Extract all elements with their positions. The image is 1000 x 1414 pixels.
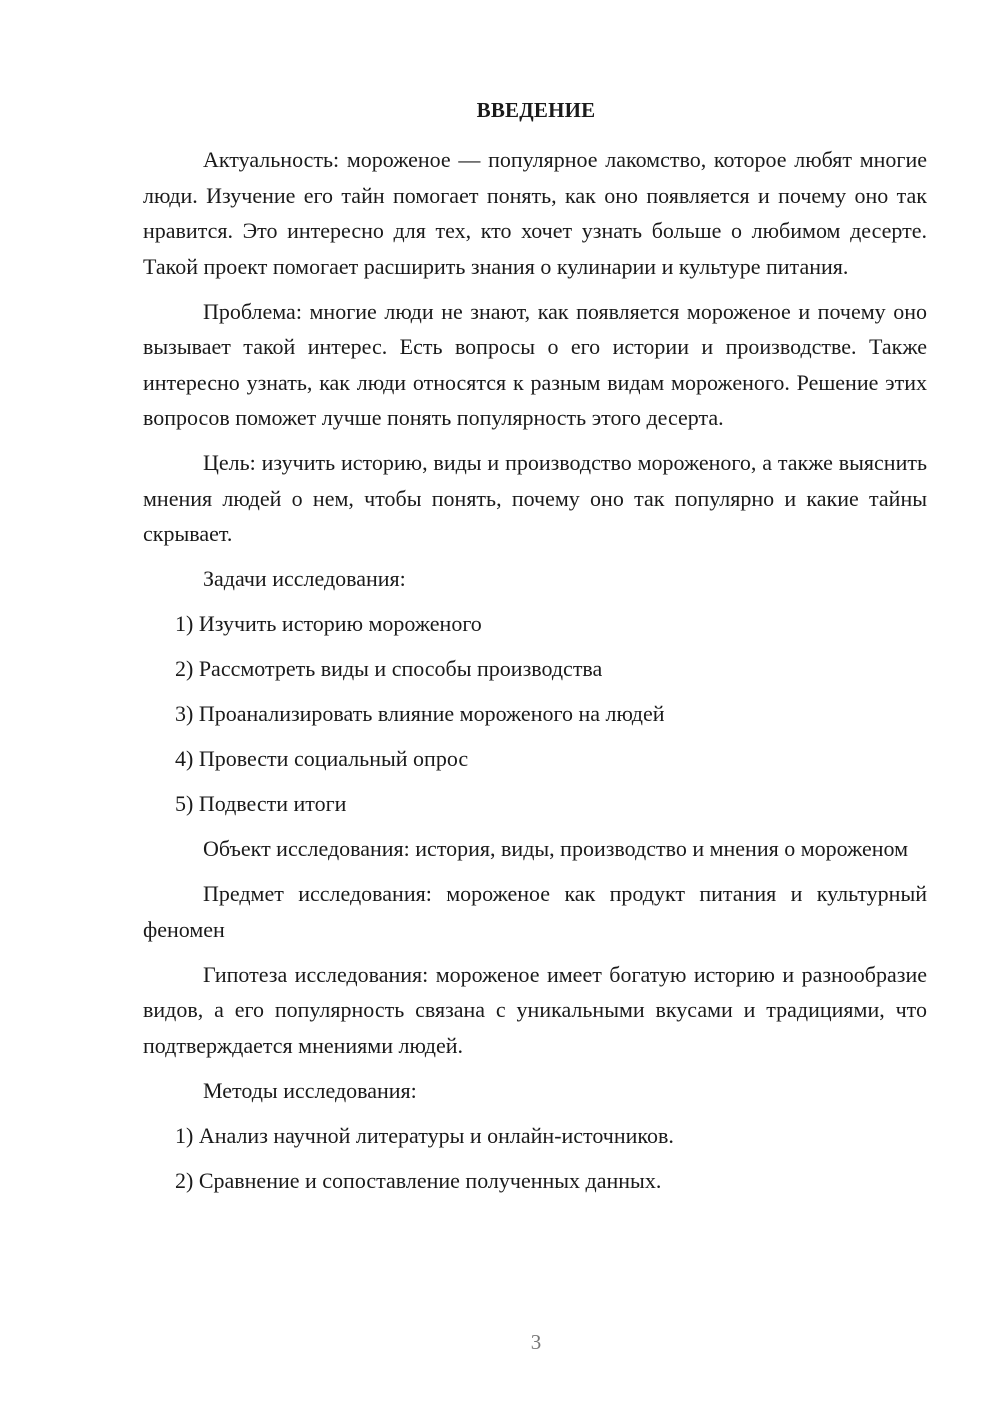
methods-heading: Методы исследования: bbox=[203, 1077, 417, 1103]
paragraph-goal: Цель: изучить историю, виды и производство мороженого, а также выяснить мнения людей о нем, чтобы понять, почему оно так популярно и какие тайны скрывает. bbox=[143, 450, 927, 546]
task-item: 5) Подвести итоги bbox=[175, 791, 347, 816]
paragraph-relevance: Актуальность: мороженое — популярное лакомство, которое любят многие люди. Изучение его тайн помогает понять, как оно появляется и почему оно так нравится. Это интересно для тех, кто хочет узнать больше о любимом десерте. Такой проект помогает расширить знания о кулинарии и культуре питания. bbox=[143, 147, 927, 279]
paragraph-subject: Предмет исследования: мороженое как продукт питания и культурный феномен bbox=[143, 881, 927, 942]
document-body bbox=[143, 142, 927, 1208]
page-title: ВВЕДЕНИЕ bbox=[476, 98, 596, 122]
task-item: 1) Изучить историю мороженого bbox=[175, 611, 482, 636]
task-item: 2) Рассмотреть виды и способы производства bbox=[175, 656, 603, 681]
paragraph-object: Объект исследования: история, виды, производство и мнения о мороженом bbox=[203, 836, 909, 861]
task-item: 3) Проанализировать влияние мороженого на людей bbox=[175, 701, 665, 726]
paragraph-problem: Проблема: многие люди не знают, как появляется мороженое и почему оно вызывает такой интерес. Есть вопросы о его истории и производстве. Также интересно узнать, как люди относятся к разным видам мороженого. Решение этих вопросов поможет лучше понять популярность этого десерта. bbox=[143, 298, 927, 430]
task-item: 4) Провести социальный опрос bbox=[175, 746, 469, 771]
method-item: 1) Анализ научной литературы и онлайн-источников. bbox=[175, 1122, 674, 1148]
paragraph-hypothesis: Гипотеза исследования: мороженое имеет богатую историю и разнообразие видов, а его популярность связана с уникальными вкусами и традициями, что подтверждается мнениями людей. bbox=[143, 961, 927, 1058]
method-item: 2) Сравнение и сопоставление полученных данных. bbox=[175, 1167, 662, 1193]
page-number: 3 bbox=[530, 1330, 542, 1354]
tasks-heading: Задачи исследования: bbox=[203, 566, 406, 591]
